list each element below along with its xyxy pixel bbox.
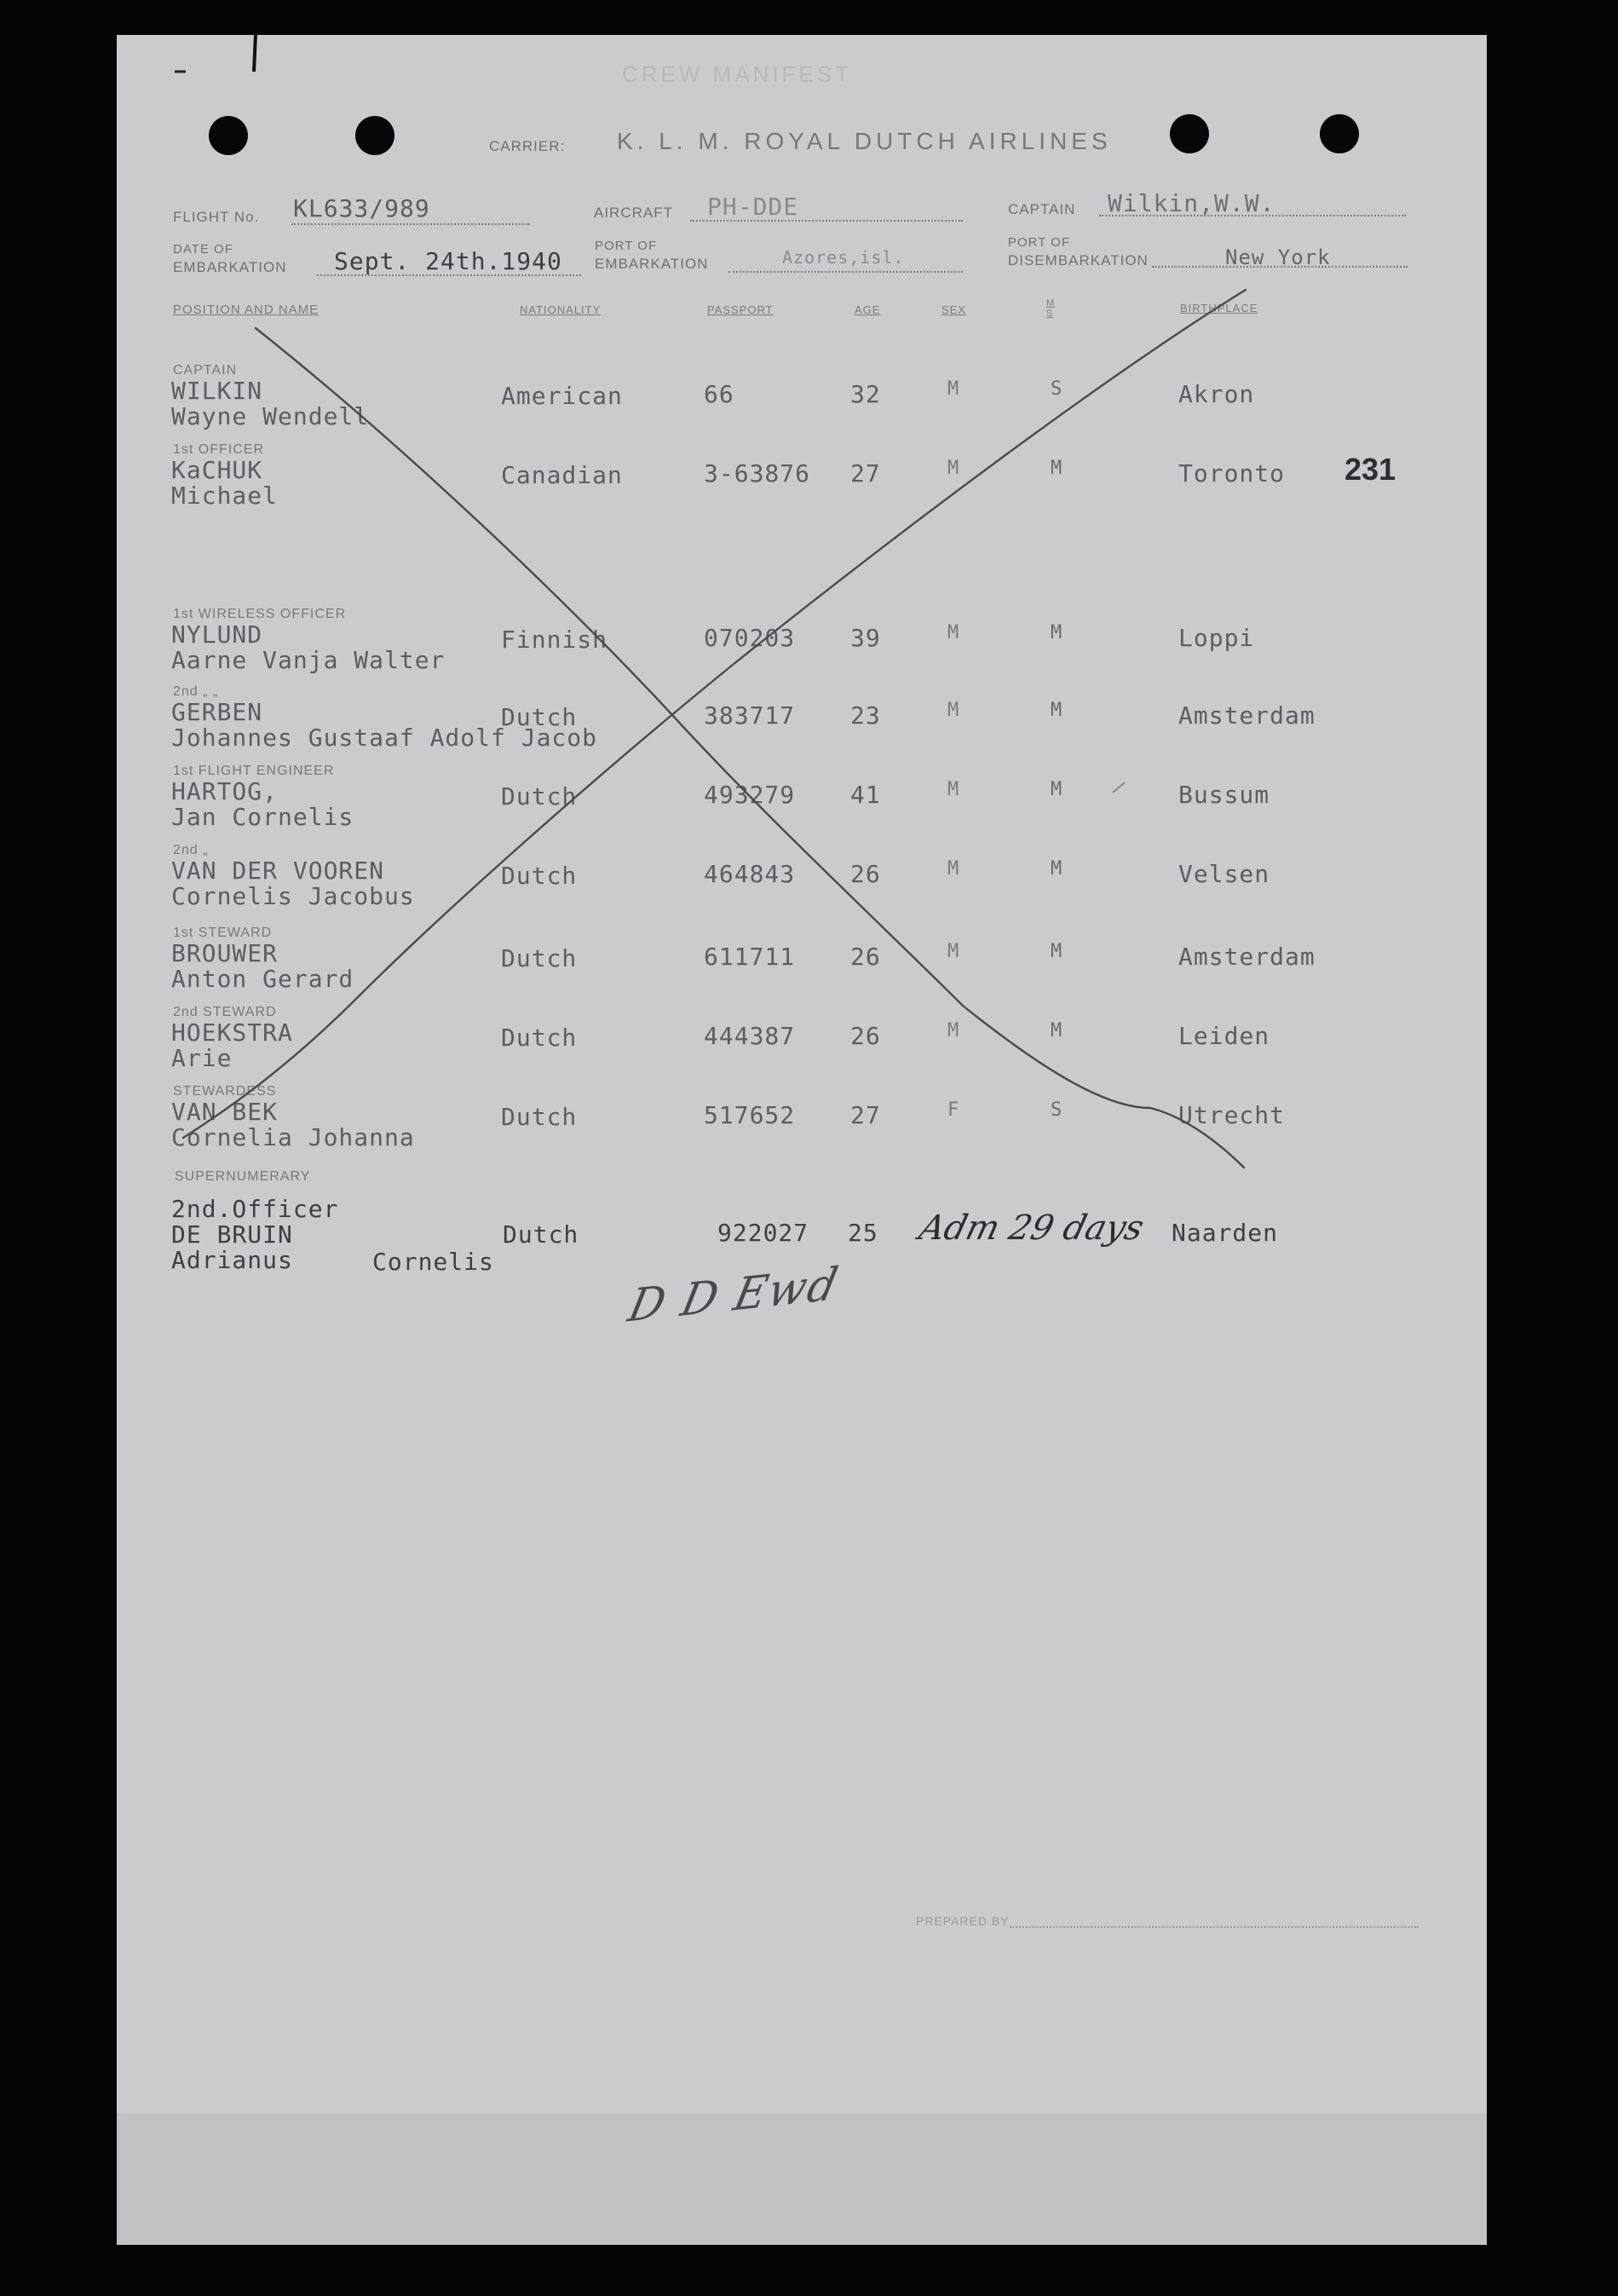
crew-rank: 2nd „ bbox=[173, 843, 209, 857]
crew-passport: 3-63876 bbox=[704, 459, 811, 487]
crew-given-names: Anton Gerard bbox=[171, 965, 354, 993]
crew-passport: 66 bbox=[704, 380, 734, 408]
crew-age: 27 bbox=[850, 1101, 881, 1129]
supernumerary-passport: 922027 bbox=[717, 1219, 809, 1247]
crew-nationality: Dutch bbox=[501, 782, 578, 811]
crew-passport: 611711 bbox=[704, 943, 796, 971]
crew-surname: WILKIN bbox=[171, 377, 263, 405]
header-passport: PASSPORT bbox=[707, 303, 774, 316]
pencil-stroke-downward bbox=[256, 328, 1244, 1168]
crew-rank: 1st FLIGHT ENGINEER bbox=[173, 764, 335, 778]
crew-age: 27 bbox=[850, 459, 881, 487]
crew-sex: M bbox=[947, 378, 960, 400]
crew-birthplace: Amsterdam bbox=[1178, 943, 1316, 971]
port-of-disembarkation-label-1: PORT OF bbox=[1008, 235, 1071, 250]
crew-nationality: Dutch bbox=[501, 703, 578, 731]
crew-rank: 2nd STEWARD bbox=[173, 1005, 277, 1019]
handwritten-admission-note: Adm 29 days bbox=[915, 1209, 1149, 1248]
crew-passport: 464843 bbox=[704, 860, 796, 888]
crew-rank: STEWARDESS bbox=[173, 1084, 277, 1099]
crew-rank: 1st WIRELESS OFFICER bbox=[173, 607, 347, 621]
port-of-embarkation: Azores,isl. bbox=[782, 247, 905, 268]
crew-surname: NYLUND bbox=[171, 620, 263, 649]
crew-marital-status: M bbox=[1051, 941, 1063, 962]
crew-birthplace: Amsterdam bbox=[1178, 701, 1316, 730]
crew-rank: 1st OFFICER bbox=[173, 442, 265, 457]
date-of-embarkation-label-1: DATE OF bbox=[173, 242, 233, 257]
crew-rank: CAPTAIN bbox=[173, 363, 238, 378]
port-of-disembarkation-label-2: DISEMBARKATION bbox=[1008, 252, 1149, 268]
header-age: AGE bbox=[855, 303, 881, 316]
crew-sex: M bbox=[947, 779, 960, 800]
crew-age: 32 bbox=[850, 380, 881, 408]
crew-age: 26 bbox=[850, 1022, 881, 1050]
crew-nationality: Dutch bbox=[501, 1024, 578, 1052]
crew-surname: HARTOG, bbox=[171, 777, 279, 805]
crew-age: 39 bbox=[850, 624, 881, 652]
crew-passport: 383717 bbox=[704, 701, 796, 730]
header-position-name: POSITION AND NAME bbox=[173, 303, 320, 317]
crew-birthplace: Velsen bbox=[1178, 860, 1270, 888]
supernumerary-nationality: Dutch bbox=[503, 1220, 579, 1249]
crew-nationality: American bbox=[501, 382, 623, 410]
crew-surname: HOEKSTRA bbox=[171, 1018, 293, 1047]
crew-marital-status: S bbox=[1051, 1099, 1063, 1121]
crew-surname: GERBEN bbox=[171, 698, 263, 726]
crew-nationality: Finnish bbox=[501, 626, 608, 654]
crew-sex: M bbox=[947, 622, 960, 643]
carrier-label: CARRIER: bbox=[489, 138, 566, 154]
carrier-name: K. L. M. ROYAL DUTCH AIRLINES bbox=[617, 128, 1112, 154]
crew-birthplace: Akron bbox=[1178, 380, 1255, 408]
handwritten-signature: D D Ewd bbox=[624, 1258, 844, 1333]
crew-given-names: Johannes Gustaaf Adolf Jacob bbox=[171, 724, 598, 752]
crew-nationality: Dutch bbox=[501, 862, 578, 890]
port-of-embarkation-label-2: EMBARKATION bbox=[595, 256, 709, 272]
header-sex: SEX bbox=[941, 303, 967, 316]
crew-surname: BROUWER bbox=[171, 939, 279, 967]
crew-sex: M bbox=[947, 1020, 960, 1041]
crew-given-names: Jan Cornelis bbox=[171, 803, 354, 831]
faded-form-title: CREW MANIFEST bbox=[622, 61, 853, 87]
crew-given-names: Cornelis Jacobus bbox=[171, 882, 415, 910]
supernumerary-label: SUPERNUMERARY bbox=[175, 1169, 311, 1184]
crew-sex: F bbox=[947, 1099, 960, 1121]
crew-age: 41 bbox=[850, 781, 881, 809]
crew-nationality: Dutch bbox=[501, 1103, 578, 1131]
crew-given-names: Michael bbox=[171, 482, 279, 510]
supernumerary-given-1: Adrianus bbox=[171, 1246, 293, 1274]
crew-age: 26 bbox=[850, 943, 881, 971]
crew-marital-status: M bbox=[1051, 622, 1063, 643]
crew-rank: 1st STEWARD bbox=[173, 926, 273, 940]
flight-number: KL633/989 bbox=[293, 194, 430, 222]
crew-surname: KaCHUK bbox=[171, 456, 263, 484]
crew-marital-status: M bbox=[1051, 700, 1063, 721]
birthplace-stray-mark bbox=[1113, 782, 1125, 793]
crew-passport: 517652 bbox=[704, 1101, 796, 1129]
crew-passport: 493279 bbox=[704, 781, 796, 809]
crew-age: 26 bbox=[850, 860, 881, 888]
crew-given-names: Cornelia Johanna bbox=[171, 1123, 415, 1151]
captain-label: CAPTAIN bbox=[1008, 201, 1076, 217]
crew-marital-status: M bbox=[1051, 779, 1063, 800]
crew-marital-status: S bbox=[1051, 378, 1063, 400]
supernumerary-rank: 2nd.Officer bbox=[171, 1195, 339, 1223]
crew-given-names: Arie bbox=[171, 1044, 233, 1072]
crew-surname: VAN DER VOOREN bbox=[171, 857, 385, 885]
crew-surname: VAN BEK bbox=[171, 1098, 279, 1126]
crew-sex: M bbox=[947, 858, 960, 880]
crew-marital-status: M bbox=[1051, 858, 1063, 880]
flight-label: FLIGHT No. bbox=[173, 209, 260, 225]
date-of-embarkation-label-2: EMBARKATION bbox=[173, 259, 287, 275]
crew-birthplace: Bussum bbox=[1178, 781, 1270, 809]
crew-birthplace: Toronto bbox=[1178, 459, 1286, 487]
crew-age: 23 bbox=[850, 701, 881, 730]
header-marital-status: M S bbox=[1046, 298, 1056, 319]
crew-rank: 2nd „ „ bbox=[173, 684, 219, 699]
crew-passport: 070203 bbox=[704, 624, 796, 652]
crew-sex: M bbox=[947, 458, 960, 479]
aircraft-label: AIRCRAFT bbox=[594, 205, 673, 221]
crew-given-names: Wayne Wendell bbox=[171, 402, 370, 430]
supernumerary-birthplace: Naarden bbox=[1172, 1219, 1279, 1247]
crew-birthplace: Utrecht bbox=[1178, 1101, 1286, 1129]
crew-marital-status: M bbox=[1051, 1020, 1063, 1041]
crew-nationality: Dutch bbox=[501, 944, 578, 972]
crew-passport: 444387 bbox=[704, 1022, 796, 1050]
crew-sex: M bbox=[947, 700, 960, 721]
pencil-mark-top-left bbox=[254, 34, 256, 72]
port-of-disembarkation: New York bbox=[1225, 245, 1331, 269]
crew-birthplace: Leiden bbox=[1178, 1022, 1270, 1050]
date-of-embarkation: Sept. 24th.1940 bbox=[334, 247, 562, 275]
port-of-embarkation-label-1: PORT OF bbox=[595, 239, 658, 253]
aircraft-registration: PH-DDE bbox=[707, 193, 799, 221]
captain-name: Wilkin,W.W. bbox=[1108, 189, 1275, 217]
page-number: 231 bbox=[1344, 452, 1396, 487]
supernumerary-surname: DE BRUIN bbox=[171, 1220, 293, 1249]
header-nationality: NATIONALITY bbox=[520, 303, 602, 316]
supernumerary-given-2: Cornelis bbox=[372, 1248, 494, 1276]
header-birthplace: BIRTHPLACE bbox=[1180, 302, 1258, 314]
supernumerary-age: 25 bbox=[848, 1219, 878, 1247]
pencil-stroke-upward bbox=[183, 290, 1246, 1138]
prepared-by-label: PREPARED BY bbox=[916, 1914, 1010, 1928]
crew-sex: M bbox=[947, 941, 960, 962]
crew-marital-status: M bbox=[1051, 458, 1063, 479]
crew-given-names: Aarne Vanja Walter bbox=[171, 646, 446, 674]
crew-birthplace: Loppi bbox=[1178, 624, 1255, 652]
crew-nationality: Canadian bbox=[501, 461, 623, 489]
